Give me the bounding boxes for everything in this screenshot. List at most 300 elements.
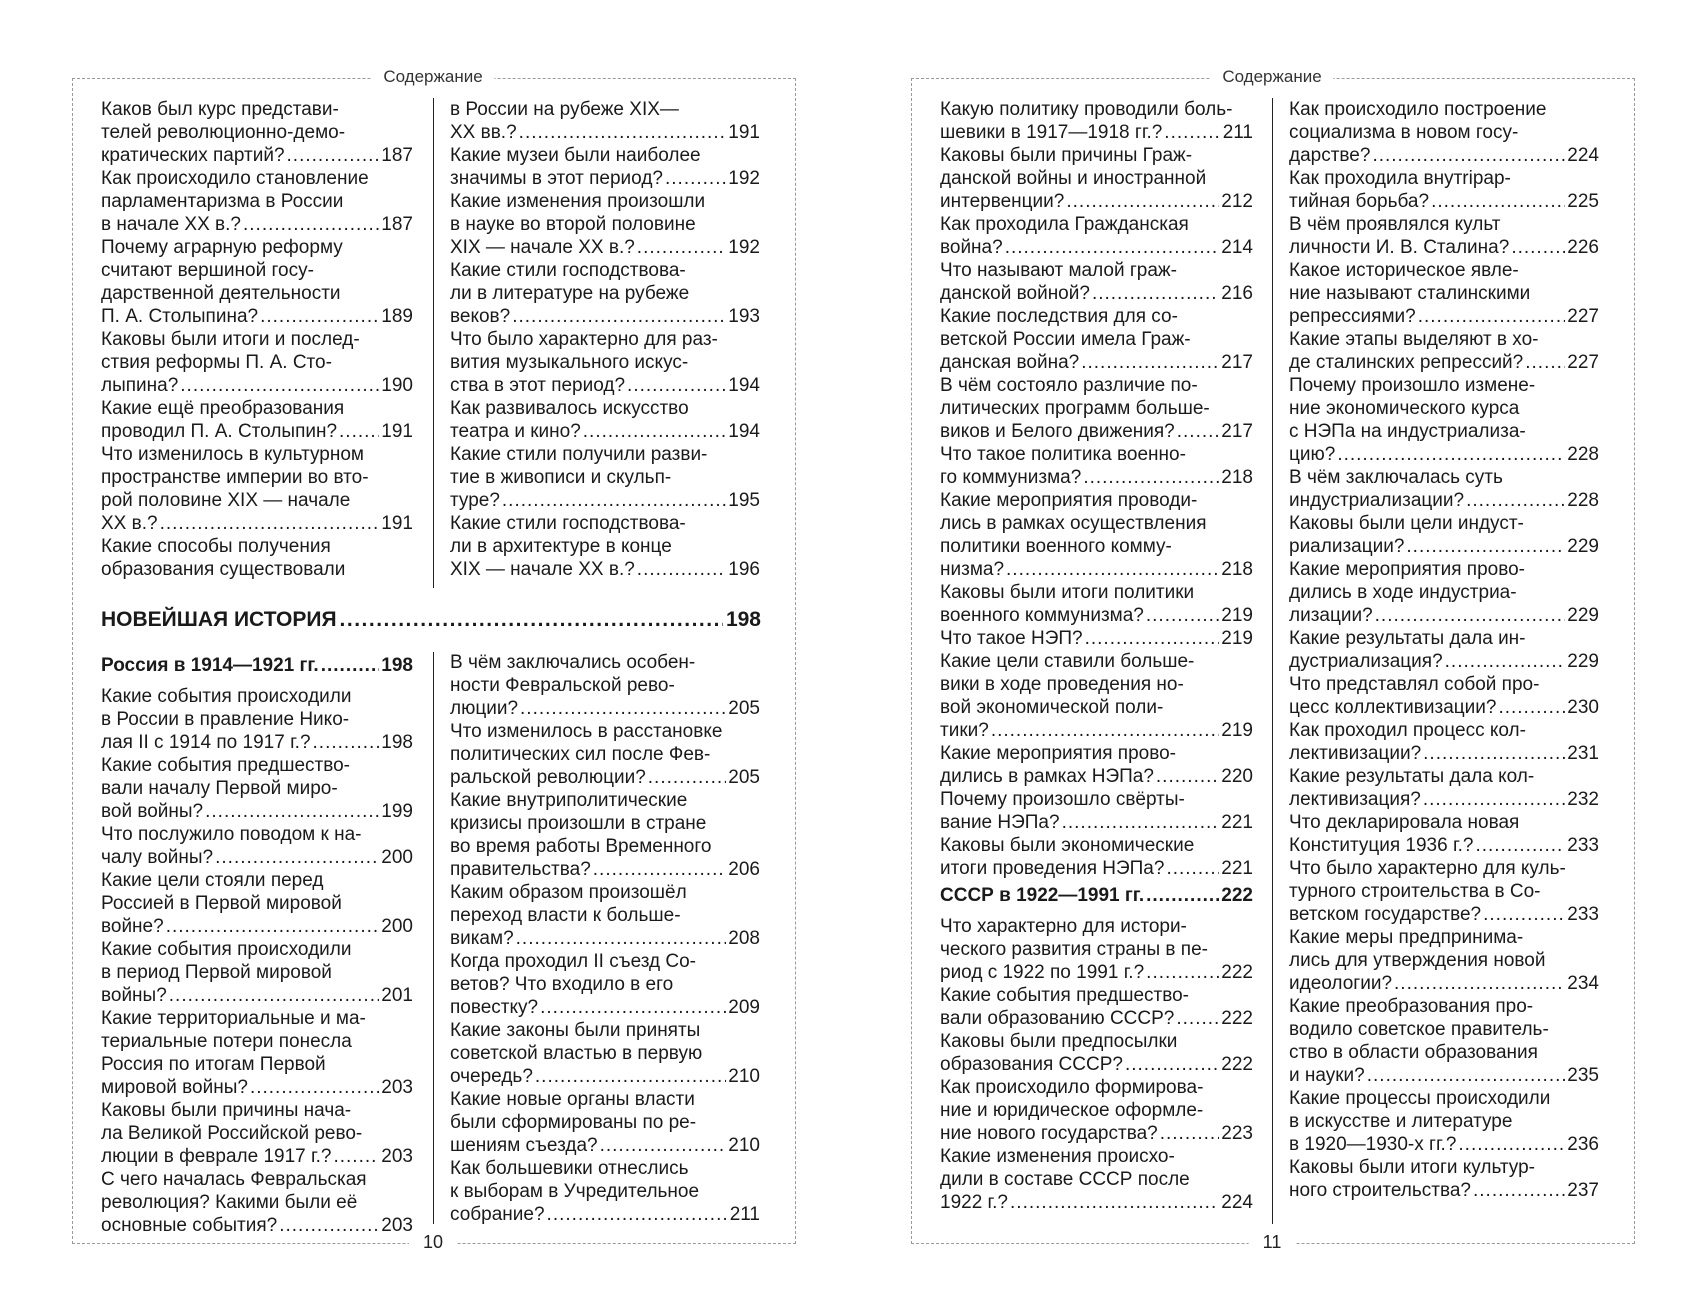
- toc-entry-line: Какие территориальные и ма-: [101, 1008, 366, 1029]
- toc-entry-line: политики военного комму-: [940, 536, 1172, 557]
- toc-entry-page: 223: [1221, 1123, 1253, 1144]
- left-bottom-column-2: [450, 651, 760, 1226]
- dot-leader: [1498, 696, 1565, 719]
- dot-leader: [648, 766, 727, 789]
- toc-entry-last-line: [1289, 742, 1599, 765]
- toc-entry: [1289, 719, 1599, 765]
- toc-entry-line: вали образованию СССР?: [940, 1008, 1175, 1029]
- dot-leader: [313, 731, 380, 754]
- section-heading-page: 198: [381, 655, 413, 676]
- toc-entry-line: Как проходила внутripар-: [1289, 168, 1511, 189]
- dot-leader: [593, 858, 727, 881]
- dot-leader: [1083, 466, 1219, 489]
- toc-entry-line: Что изменилось в культурном: [101, 444, 364, 465]
- toc-entry-line: вития музыкального искус-: [450, 352, 689, 373]
- toc-entry-page: 228: [1567, 490, 1599, 511]
- toc-entry-line: театра и кино?: [450, 421, 581, 442]
- toc-entry-line: в искусстве и литературе: [1289, 1111, 1513, 1132]
- toc-entry-line: П. А. Столыпина?: [101, 306, 259, 327]
- toc-entry-line: вой экономической поли-: [940, 697, 1164, 718]
- toc-entry-line: XX вв.?: [450, 122, 517, 143]
- dot-leader: [1010, 1191, 1219, 1214]
- toc-entry-page: 192: [728, 168, 760, 189]
- toc-entry: [1289, 627, 1599, 673]
- toc-entry-last-line: [1289, 788, 1599, 811]
- left-bottom-column-divider: [433, 652, 434, 1224]
- toc-entry-line: Каковы были причины нача-: [101, 1100, 352, 1121]
- toc-entry-line: люции?: [450, 698, 519, 719]
- toc-entry: [940, 650, 1253, 742]
- toc-entry-last-line: [1289, 1133, 1599, 1156]
- toc-entry-page: 187: [381, 214, 413, 235]
- dot-leader: [600, 1134, 727, 1157]
- toc-entry-line: люции в феврале 1917 г.?: [101, 1146, 332, 1167]
- dot-leader: [1511, 236, 1565, 259]
- toc-entry: [1289, 1087, 1599, 1156]
- toc-entry-line: веков?: [450, 306, 511, 327]
- toc-entry-line: ства в этот период?: [450, 375, 626, 396]
- dot-leader: [512, 305, 726, 328]
- toc-entry-page: 209: [728, 997, 760, 1018]
- dot-leader: [1177, 420, 1220, 443]
- toc-entry-last-line: [1289, 144, 1599, 167]
- dot-leader: [250, 1076, 379, 1099]
- toc-entry-line: собрание?: [450, 1204, 545, 1225]
- toc-entry-line: интервенции?: [940, 191, 1065, 212]
- toc-entry: [1289, 167, 1599, 213]
- toc-entry-line: в науке во второй половине: [450, 214, 696, 235]
- toc-entry-page: 189: [381, 306, 413, 327]
- toc-entry-line: идеологии?: [1289, 973, 1393, 994]
- toc-entry-page: 219: [1221, 720, 1253, 741]
- toc-entry-page: 224: [1567, 145, 1599, 166]
- toc-entry-line: Какие преобразования про-: [1289, 996, 1534, 1017]
- toc-entry-page: 229: [1567, 536, 1599, 557]
- toc-entry-page: 231: [1567, 743, 1599, 764]
- dot-leader: [1423, 788, 1565, 811]
- toc-entry-last-line: [450, 236, 760, 259]
- toc-entry-line: ветской России имела Граж-: [940, 329, 1191, 350]
- toc-entry-last-line: [450, 121, 760, 144]
- toc-entry-line: Как проходила Гражданская: [940, 214, 1189, 235]
- dot-leader: [1367, 1064, 1566, 1087]
- toc-entry-line: Почему аграрную реформу: [101, 237, 343, 258]
- toc-entry-last-line: [450, 697, 760, 720]
- toc-entry-line: пространстве империи во вто-: [101, 467, 369, 488]
- toc-entry: [450, 789, 760, 881]
- toc-entry-line: водило советское правитель-: [1289, 1019, 1549, 1040]
- toc-entry-line: Какие цели стояли перед: [101, 870, 324, 891]
- toc-entry-line: чалу войны?: [101, 847, 214, 868]
- toc-entry-line: Каковы были итоги культур-: [1289, 1157, 1535, 1178]
- toc-entry-line: к выборам в Учредительное: [450, 1181, 700, 1202]
- toc-entry-line: Какие события предшество-: [940, 985, 1189, 1006]
- toc-entry-last-line: [1289, 236, 1599, 259]
- toc-entry-last-line: [450, 420, 760, 443]
- toc-entry-last-line: [101, 512, 413, 535]
- toc-entry-line: Каковы были итоги и послед-: [101, 329, 360, 350]
- toc-entry-line: итоги проведения НЭПа?: [940, 858, 1165, 879]
- toc-entry-last-line: [101, 213, 413, 236]
- toc-entry-page: 191: [381, 421, 413, 442]
- toc-entry-line: цесс коллективизации?: [1289, 697, 1497, 718]
- left-page-header: Содержание: [371, 67, 494, 87]
- toc-entry-last-line: [1289, 1064, 1599, 1087]
- toc-entry-line: лыпина?: [101, 375, 179, 396]
- toc-entry-line: в период Первой мировой: [101, 962, 332, 983]
- left-top-column-divider: [433, 98, 434, 588]
- toc-entry-line: очередь?: [450, 1066, 533, 1087]
- part-title-newest-history: [101, 607, 761, 633]
- toc-entry-line: виков и Белого движения?: [940, 421, 1175, 442]
- toc-entry-page: 196: [728, 559, 760, 580]
- toc-entry-page: 228: [1567, 444, 1599, 465]
- dot-leader: [516, 927, 727, 950]
- toc-entry-page: 198: [381, 732, 413, 753]
- toc-entry-last-line: [101, 1214, 413, 1237]
- toc-entry-last-line: [940, 558, 1253, 581]
- toc-entry-last-line: [450, 558, 760, 581]
- toc-entry-last-line: [1289, 489, 1599, 512]
- toc-entry-line: образования СССР?: [940, 1054, 1123, 1075]
- dot-leader: [540, 996, 726, 1019]
- toc-entry-line: ности Февральской рево-: [450, 675, 675, 696]
- toc-entry-page: 194: [728, 421, 760, 442]
- toc-entry-last-line: [450, 1203, 760, 1226]
- toc-entry: [940, 1076, 1253, 1145]
- toc-entry: [450, 443, 760, 512]
- toc-entry-last-line: [101, 305, 413, 328]
- toc-entry-last-line: [1289, 535, 1599, 558]
- dot-leader: [1092, 282, 1219, 305]
- toc-entry-page: 192: [728, 237, 760, 258]
- toc-entry-page: 205: [728, 767, 760, 788]
- left-bottom-column-1: [101, 650, 413, 1237]
- toc-entry-line: Конституция 1936 г.?: [1289, 835, 1474, 856]
- toc-entry-page: 219: [1221, 605, 1253, 626]
- toc-entry-line: считают вершиной госу-: [101, 260, 314, 281]
- toc-entry-line: Что декларировала новая: [1289, 812, 1520, 833]
- toc-entry-last-line: [940, 190, 1253, 213]
- toc-entry: [1289, 374, 1599, 466]
- toc-entry-line: лись в рамках осуществления: [940, 513, 1207, 534]
- toc-entry: [101, 328, 413, 397]
- toc-entry-line: Каков был курс представи-: [101, 99, 339, 120]
- toc-entry-page: 230: [1567, 697, 1599, 718]
- toc-entry-last-line: [940, 1053, 1253, 1076]
- left-top-column-1: [101, 98, 413, 581]
- toc-entry-line: ние нового государства?: [940, 1123, 1158, 1144]
- toc-entry: [1289, 466, 1599, 512]
- dot-leader: [321, 654, 380, 677]
- toc-entry-line: вой войны?: [101, 801, 204, 822]
- toc-entry-page: 194: [728, 375, 760, 396]
- toc-entry: [940, 627, 1253, 650]
- toc-entry-last-line: [101, 1145, 413, 1168]
- toc-entry: [940, 742, 1253, 788]
- toc-entry: [940, 213, 1253, 259]
- toc-entry-page: 191: [728, 122, 760, 143]
- toc-entry-page: 218: [1221, 559, 1253, 580]
- toc-entry-line: переход власти к больше-: [450, 905, 681, 926]
- dot-leader: [535, 1065, 726, 1088]
- toc-entry-line: кратических партий?: [101, 145, 285, 166]
- toc-entry-line: в России в правление Нико-: [101, 709, 350, 730]
- toc-entry: [450, 881, 760, 950]
- toc-entry: [101, 823, 413, 869]
- toc-entry-line: Каковы были цели индуст-: [1289, 513, 1524, 534]
- toc-entry-line: основные события?: [101, 1215, 278, 1236]
- toc-entry-page: 217: [1221, 421, 1253, 442]
- right-column-1: [940, 98, 1253, 1214]
- toc-entry: [1289, 558, 1599, 627]
- toc-entry-line: советской властью в первую: [450, 1043, 703, 1064]
- toc-entry-line: социализма в новом госу-: [1289, 122, 1519, 143]
- toc-entry-line: Какие законы были приняты: [450, 1020, 701, 1041]
- part-title-text: НОВЕЙШАЯ ИСТОРИЯ: [101, 608, 337, 631]
- toc-entry-line: данская война?: [940, 352, 1080, 373]
- toc-entry-page: 221: [1221, 858, 1253, 879]
- dot-leader: [583, 420, 727, 443]
- toc-entry-page: 235: [1567, 1065, 1599, 1086]
- toc-entry-line: Что характерно для истори-: [940, 916, 1187, 937]
- toc-entry-page: 200: [381, 847, 413, 868]
- toc-entry-line: В чём состояло различие по-: [940, 375, 1198, 396]
- toc-entry-last-line: [450, 996, 760, 1019]
- toc-entry: [450, 1088, 760, 1157]
- toc-entry-last-line: [101, 984, 413, 1007]
- toc-entry: [940, 834, 1253, 880]
- dot-leader: [1146, 884, 1219, 907]
- dot-leader: [1375, 604, 1566, 627]
- toc-entry-last-line: [940, 765, 1253, 788]
- toc-entry-line: ческого развития страны в пе-: [940, 939, 1208, 960]
- dot-leader: [1394, 972, 1565, 995]
- toc-entry-line: телей революционно-демо-: [101, 122, 346, 143]
- toc-entry: [450, 720, 760, 789]
- toc-entry: [101, 98, 413, 167]
- toc-entry-line: Почему произошло свёрты-: [940, 789, 1185, 810]
- toc-entry-last-line: [1289, 190, 1599, 213]
- toc-entry: [940, 788, 1253, 834]
- toc-entry-page: 227: [1567, 352, 1599, 373]
- toc-entry-page: 210: [728, 1066, 760, 1087]
- toc-entry-page: 229: [1567, 651, 1599, 672]
- toc-entry: [940, 305, 1253, 374]
- toc-entry: [450, 397, 760, 443]
- toc-entry-last-line: [101, 800, 413, 823]
- toc-entry-line: проводил П. А. Столыпин?: [101, 421, 338, 442]
- toc-entry-line: тие в живописи и скульп-: [450, 467, 672, 488]
- toc-entry-line: с НЭПа на индустриализа-: [1289, 421, 1526, 442]
- toc-entry: [101, 1007, 413, 1099]
- toc-entry-line: Какие способы получения: [101, 536, 331, 557]
- toc-entry-page: 193: [728, 306, 760, 327]
- dot-leader: [1372, 144, 1565, 167]
- toc-entry-line: Что было характерно для раз-: [450, 329, 718, 350]
- toc-entry: [1289, 98, 1599, 167]
- toc-entry-line: риализации?: [1289, 536, 1405, 557]
- toc-entry-line: значимы в этот период?: [450, 168, 663, 189]
- toc-entry-line: В чём заключались особен-: [450, 652, 696, 673]
- toc-entry-last-line: [940, 627, 1253, 650]
- toc-entry-line: Какие результаты дала ин-: [1289, 628, 1526, 649]
- toc-entry-line: Какие меры предпринима-: [1289, 927, 1524, 948]
- toc-entry: [101, 685, 413, 754]
- toc-entry-last-line: [450, 1134, 760, 1157]
- toc-entry-line: ние называют сталинскими: [1289, 283, 1531, 304]
- toc-entry: [940, 443, 1253, 489]
- toc-entry-line: война?: [940, 237, 1003, 258]
- toc-entry-last-line: [450, 858, 760, 881]
- toc-entry-line: репрессиями?: [1289, 306, 1416, 327]
- toc-entry-line: Каковы были итоги политики: [940, 582, 1195, 603]
- toc-entry-line: ствия реформы П. А. Сто-: [101, 352, 332, 373]
- toc-entry-line: де сталинских репрессий?: [1289, 352, 1524, 373]
- toc-entry-line: повестку?: [450, 997, 539, 1018]
- toc-entry-page: 218: [1221, 467, 1253, 488]
- toc-entry-page: 211: [1222, 122, 1253, 143]
- toc-entry-line: Россия по итогам Первой: [101, 1054, 326, 1075]
- toc-entry-last-line: [940, 1191, 1253, 1214]
- toc-entry-last-line: [940, 857, 1253, 880]
- toc-entry-last-line: [101, 915, 413, 938]
- toc-entry: [101, 869, 413, 938]
- dot-leader: [627, 374, 726, 397]
- toc-entry-last-line: [940, 604, 1253, 627]
- toc-entry-line: Почему произошло измене-: [1289, 375, 1536, 396]
- dot-leader: [1483, 903, 1565, 926]
- toc-entry-last-line: [940, 961, 1253, 984]
- toc-entry-line: Что представлял собой про-: [1289, 674, 1540, 695]
- toc-entry-line: XX в.?: [101, 513, 158, 534]
- dot-leader: [166, 915, 380, 938]
- toc-entry-page: 205: [728, 698, 760, 719]
- toc-entry-last-line: [101, 846, 413, 869]
- toc-entry-line: мировой войны?: [101, 1077, 248, 1098]
- toc-entry-page: 225: [1567, 191, 1599, 212]
- dot-leader: [1418, 305, 1566, 328]
- dot-leader: [160, 512, 380, 535]
- toc-entry-last-line: [1289, 305, 1599, 328]
- toc-entry-line: XIX — начале XX в.?: [450, 559, 635, 580]
- toc-entry-last-line: [101, 731, 413, 754]
- toc-entry: [940, 144, 1253, 213]
- toc-entry-line: Какие стили господствова-: [450, 260, 686, 281]
- dot-leader: [1525, 351, 1565, 374]
- toc-entry: [101, 535, 413, 581]
- dot-leader: [1062, 811, 1220, 834]
- toc-entry-line: войне?: [101, 916, 164, 937]
- toc-entry: [940, 581, 1253, 627]
- dot-leader: [502, 489, 726, 512]
- toc-entry: [940, 915, 1253, 984]
- dot-leader: [1458, 1133, 1565, 1156]
- toc-entry-page: 203: [381, 1146, 413, 1167]
- dot-leader: [1006, 558, 1219, 581]
- toc-entry-line: правительства?: [450, 859, 591, 880]
- toc-entry: [940, 259, 1253, 305]
- toc-entry-last-line: [1289, 972, 1599, 995]
- toc-entry: [1289, 328, 1599, 374]
- toc-entry-line: вали началу Первой миро-: [101, 778, 338, 799]
- dot-leader: [1337, 443, 1565, 466]
- toc-entry-line: Как происходило построение: [1289, 99, 1547, 120]
- dot-leader: [1156, 765, 1219, 788]
- toc-entry-line: ство в области образования: [1289, 1042, 1538, 1063]
- right-page-number: 11: [1249, 1232, 1296, 1252]
- toc-entry: [1289, 995, 1599, 1087]
- section-heading-text: Россия в 1914—1921 гг.: [101, 655, 319, 676]
- toc-entry-page: 201: [381, 985, 413, 1006]
- toc-entry-line: тийная борьба?: [1289, 191, 1430, 212]
- toc-entry-page: 221: [1221, 812, 1253, 833]
- toc-entry: [101, 443, 413, 535]
- left-top-column-2: [450, 98, 760, 581]
- toc-entry-last-line: [450, 374, 760, 397]
- toc-entry-last-line: [101, 420, 413, 443]
- toc-entry-line: вики в ходе проведения но-: [940, 674, 1184, 695]
- toc-entry-line: Что такое политика военно-: [940, 444, 1186, 465]
- toc-entry-line: Что изменилось в расстановке: [450, 721, 723, 742]
- toc-entry-page: 220: [1221, 766, 1253, 787]
- toc-entry-line: дились в рамках НЭПа?: [940, 766, 1154, 787]
- toc-entry: [1289, 926, 1599, 995]
- toc-entry-line: викам?: [450, 928, 514, 949]
- dot-leader: [1125, 1053, 1219, 1076]
- toc-entry: [450, 651, 760, 720]
- toc-entry: [450, 144, 760, 190]
- toc-entry-line: Как происходило формирова-: [940, 1077, 1204, 1098]
- toc-entry-last-line: [940, 420, 1253, 443]
- toc-entry-line: дарстве?: [1289, 145, 1371, 166]
- toc-entry: [1289, 673, 1599, 719]
- toc-entry-page: 203: [381, 1077, 413, 1098]
- toc-entry-line: в начале XX в.?: [101, 214, 241, 235]
- toc-entry-line: Какие последствия для со-: [940, 306, 1178, 327]
- toc-entry-line: Россией в Первой мировой: [101, 893, 342, 914]
- toc-entry-line: 1922 г.?: [940, 1192, 1009, 1213]
- toc-entry-line: го коммунизма?: [940, 467, 1082, 488]
- toc-entry-line: Как происходило становление: [101, 168, 369, 189]
- dot-leader: [1081, 351, 1219, 374]
- dot-leader: [1005, 236, 1220, 259]
- toc-entry-line: вание НЭПа?: [940, 812, 1060, 833]
- toc-entry-last-line: [940, 1007, 1253, 1030]
- toc-entry-line: С чего началась Февральская: [101, 1169, 367, 1190]
- dot-leader: [1166, 857, 1219, 880]
- toc-entry-line: Какие мероприятия проводи-: [940, 490, 1198, 511]
- toc-entry: [1289, 259, 1599, 328]
- right-column-2: [1289, 98, 1599, 1202]
- toc-entry: [1289, 857, 1599, 926]
- toc-entry: [1289, 1156, 1599, 1202]
- dot-leader: [520, 697, 726, 720]
- dot-leader: [519, 121, 727, 144]
- dot-leader: [1423, 742, 1565, 765]
- toc-entry-line: туре?: [450, 490, 500, 511]
- part-title-leader: [340, 607, 723, 633]
- toc-entry-line: Какие стили господствова-: [450, 513, 686, 534]
- toc-entry-line: Какие стили получили разви-: [450, 444, 708, 465]
- toc-entry-line: дили в составе СССР после: [940, 1169, 1190, 1190]
- toc-entry-line: В чём заключалась суть: [1289, 467, 1503, 488]
- dot-leader: [1164, 121, 1220, 144]
- toc-entry-page: 214: [1221, 237, 1253, 258]
- dot-leader: [991, 719, 1219, 742]
- toc-entry-line: революция? Какими были её: [101, 1192, 358, 1213]
- dot-leader: [1146, 961, 1219, 984]
